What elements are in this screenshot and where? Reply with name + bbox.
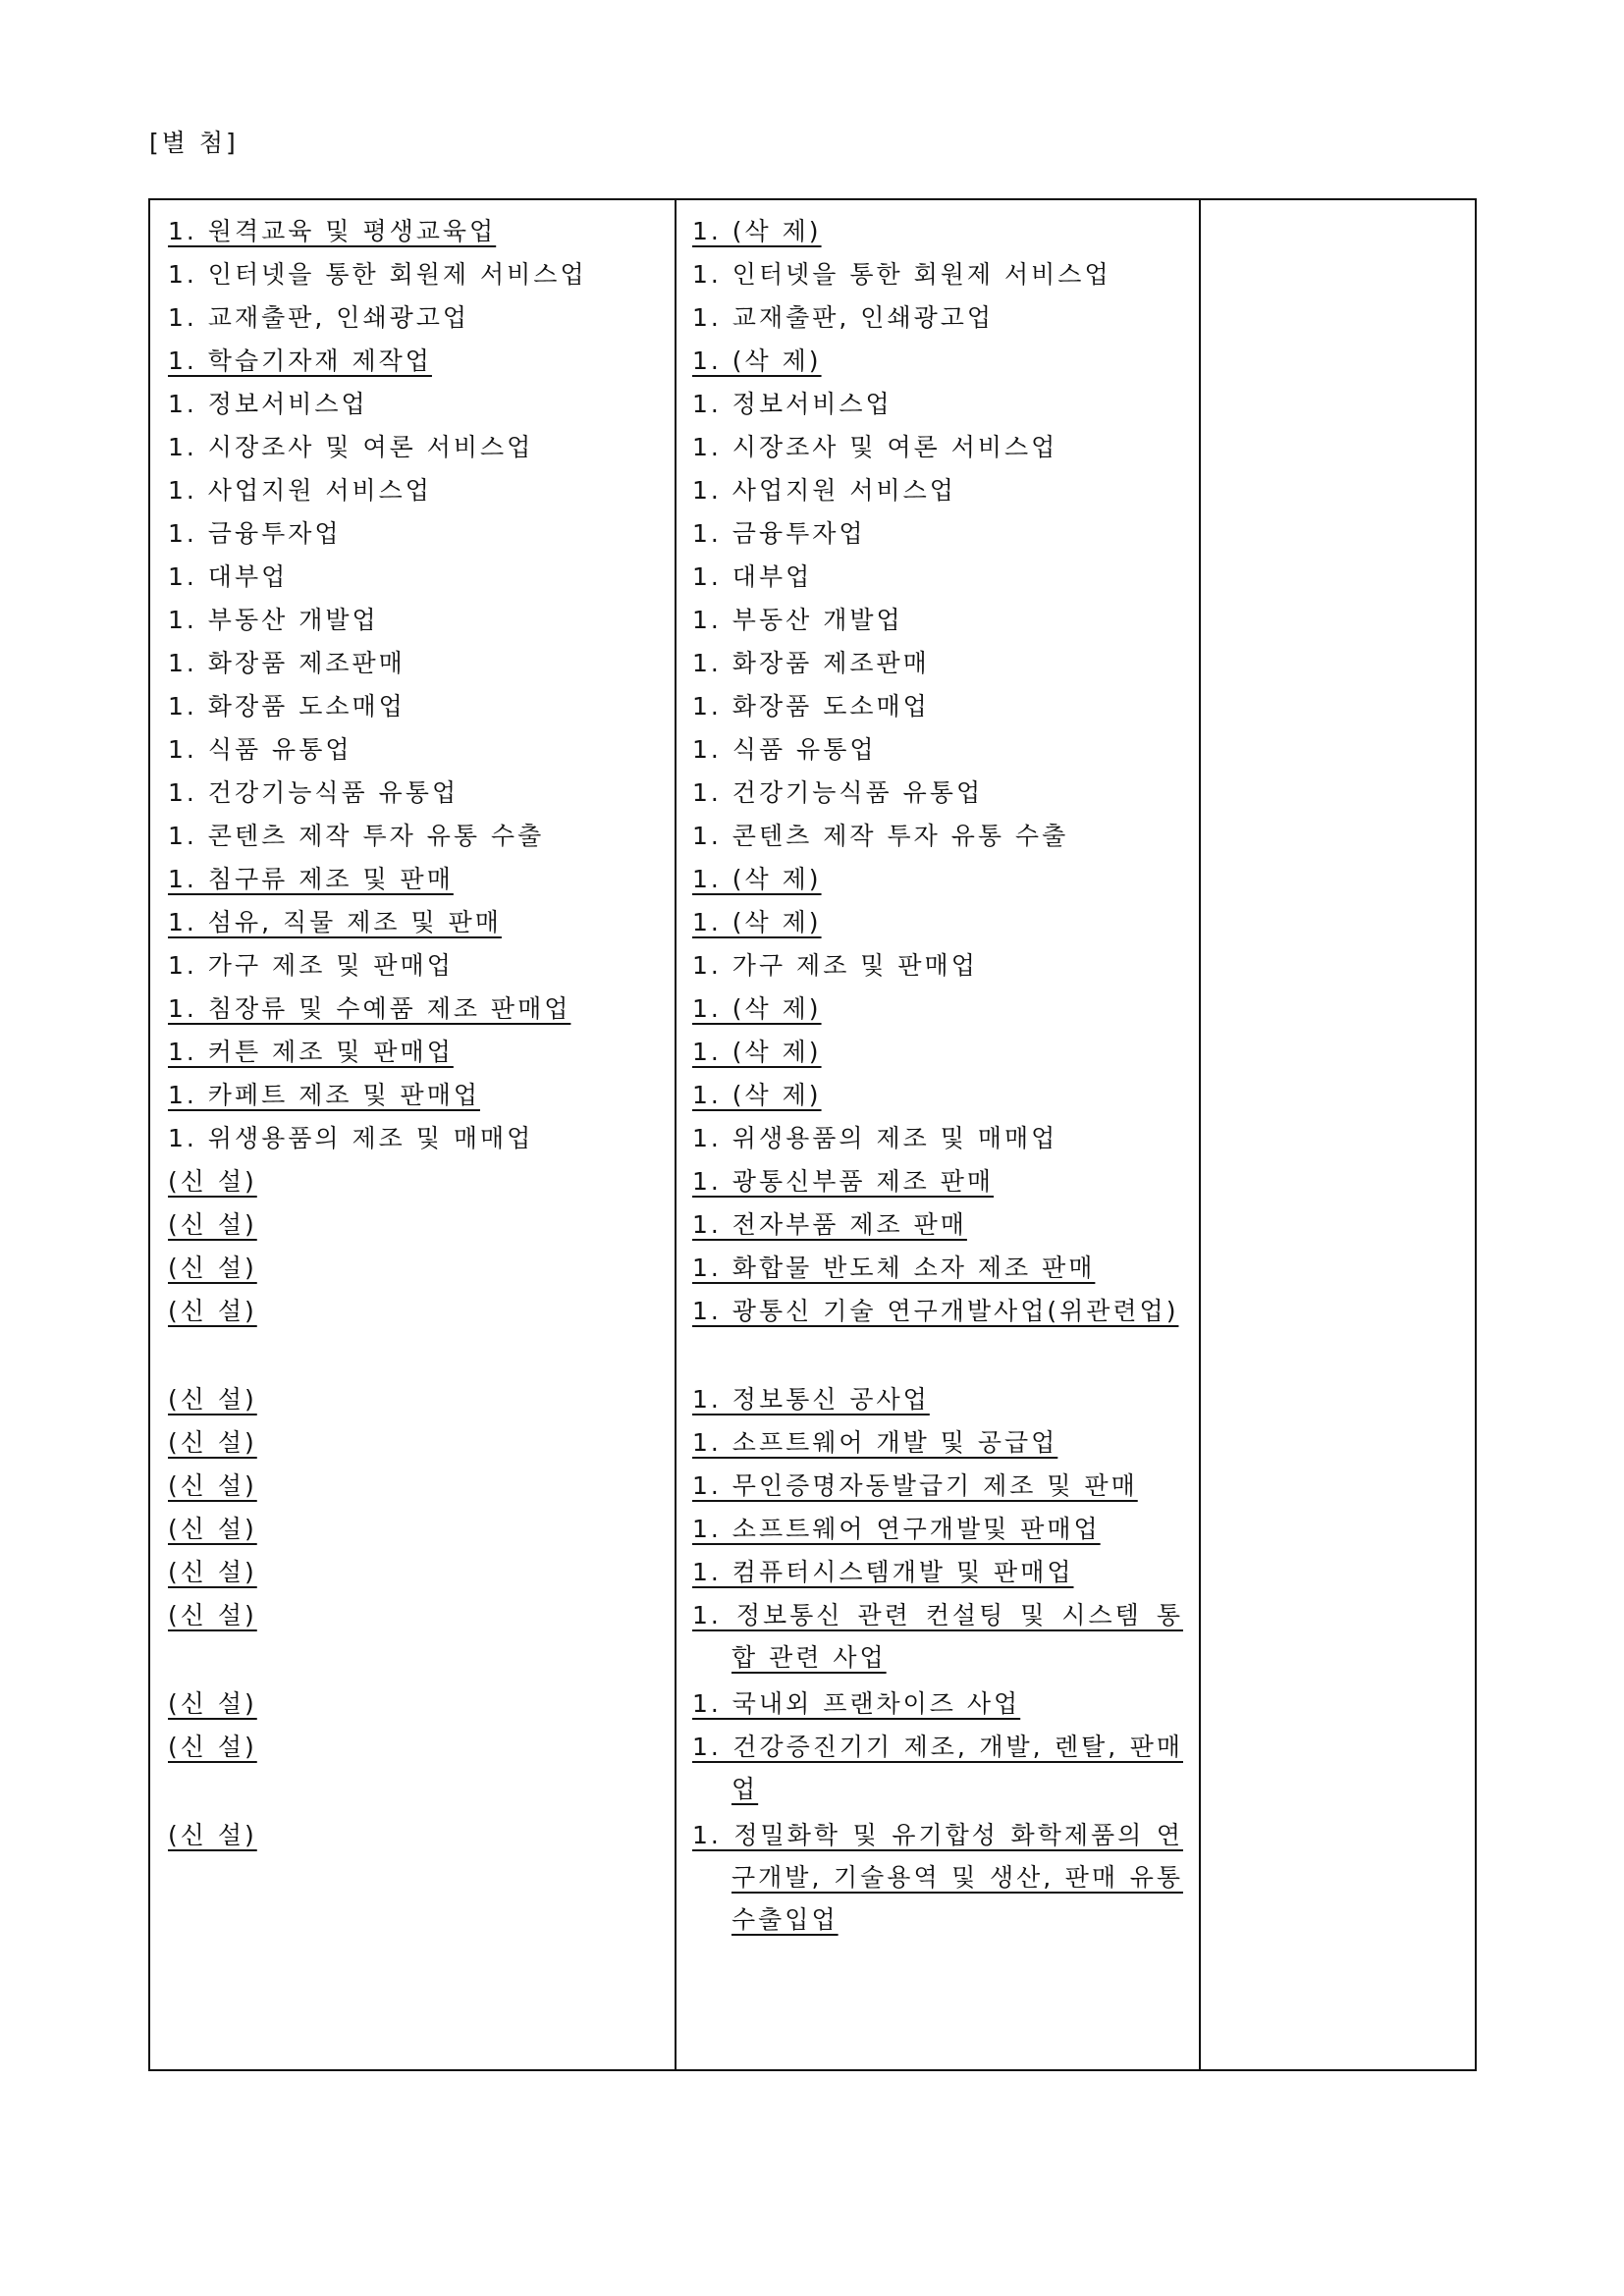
attachment-label: [별 첨] <box>149 129 239 157</box>
amendment-table <box>148 198 1477 2071</box>
amended-provisions-column <box>692 210 1183 1944</box>
amended-provision-cell: 1. 화합물 반도체 소자 제조 판매 <box>692 1254 1096 1282</box>
current-provision-cell: 1. 가구 제조 및 판매업 <box>168 951 454 980</box>
amended-provision-cell: 1. 광통신부품 제조 판매 <box>692 1167 995 1196</box>
amended-provision-cell: 1. 화장품 도소매업 <box>692 692 930 721</box>
current-provision-cell: 1. 콘텐츠 제작 투자 유통 수출 <box>168 822 545 850</box>
current-provision-cell: 1. 건강기능식품 유통업 <box>168 778 460 807</box>
current-provision-cell: 1. 사업지원 서비스업 <box>168 476 432 505</box>
amended-provision-cell: 1. 부동산 개발업 <box>692 606 903 634</box>
current-provision-cell: 1. 정보서비스업 <box>168 390 368 418</box>
current-provision-cell: (신 설) <box>168 1821 257 1849</box>
current-provision-cell: (신 설) <box>168 1558 257 1586</box>
amended-provision-cell: 1. 건강기능식품 유통업 <box>692 778 984 807</box>
amended-provision-cell: 1. 정보통신 관련 컨설팅 및 시스템 통합 관련 사업 <box>692 1601 1183 1672</box>
current-provision-cell: (신 설) <box>168 1689 257 1718</box>
amended-provision-cell: 1. 위생용품의 제조 및 매매업 <box>692 1124 1058 1152</box>
amended-provision-cell: 1. 화장품 제조판매 <box>692 649 930 677</box>
current-provision-cell: 1. 식품 유통업 <box>168 735 352 764</box>
amended-provision-cell: 1. 무인증명자동발급기 제조 및 판매 <box>692 1471 1138 1500</box>
amended-provision-cell: 1. 국내외 프랜차이즈 사업 <box>692 1689 1021 1718</box>
current-provision-cell: 1. 커튼 제조 및 판매업 <box>168 1038 454 1066</box>
amended-provision-cell: 1. 콘텐츠 제작 투자 유통 수출 <box>692 822 1069 850</box>
amended-provision-cell: 1. 전자부품 제조 판매 <box>692 1210 967 1239</box>
amended-provision-cell: 1. 사업지원 서비스업 <box>692 476 956 505</box>
amended-provision-cell: 1. 식품 유통업 <box>692 735 877 764</box>
column-divider-2 <box>1199 200 1201 2069</box>
amended-provision-cell: 1. 소프트웨어 연구개발및 판매업 <box>692 1515 1101 1543</box>
amended-provision-cell: 1. 가구 제조 및 판매업 <box>692 951 978 980</box>
current-provision-cell: 1. 대부업 <box>168 562 289 591</box>
current-provision-cell: 1. 침구류 제조 및 판매 <box>168 865 454 893</box>
current-provision-cell: (신 설) <box>168 1471 257 1500</box>
amended-provision-cell: 1. 정밀화학 및 유기합성 화학제품의 연구개발, 기술용역 및 생산, 판매 유통 수출입업 <box>692 1821 1183 1934</box>
current-provision-cell: (신 설) <box>168 1297 257 1325</box>
current-provisions-column <box>168 210 659 1944</box>
amended-provision-cell: 1. 정보서비스업 <box>692 390 893 418</box>
current-provision-cell: (신 설) <box>168 1515 257 1543</box>
current-provision-cell: (신 설) <box>168 1210 257 1239</box>
amended-provision-cell: 1. 컴퓨터시스템개발 및 판매업 <box>692 1558 1074 1586</box>
current-provision-cell: 1. 인터넷을 통한 회원제 서비스업 <box>168 260 587 289</box>
amended-provision-cell: 1. 금융투자업 <box>692 519 866 548</box>
current-provision-cell: 1. 원격교육 및 평생교육업 <box>168 217 497 245</box>
current-provision-cell: (신 설) <box>168 1385 257 1414</box>
column-divider-1 <box>675 200 677 2069</box>
current-provision-cell: (신 설) <box>168 1601 257 1629</box>
amended-provision-cell: 1. (삭 제) <box>692 865 822 893</box>
current-provision-cell: (신 설) <box>168 1428 257 1457</box>
amended-provision-cell: 1. 교재출판, 인쇄광고업 <box>692 303 995 332</box>
current-provision-cell: 1. 카페트 제조 및 판매업 <box>168 1081 480 1109</box>
current-provision-cell: 1. 시장조사 및 여론 서비스업 <box>168 433 534 461</box>
amended-provision-cell: 1. 건강증진기기 제조, 개발, 렌탈, 판매업 <box>692 1733 1183 1803</box>
amended-provision-cell: 1. (삭 제) <box>692 217 822 245</box>
amended-provision-cell: 1. 광통신 기술 연구개발사업(위관련업) <box>692 1297 1179 1325</box>
current-provision-cell: (신 설) <box>168 1733 257 1761</box>
current-provision-cell: 1. 섬유, 직물 제조 및 판매 <box>168 908 502 936</box>
current-provision-cell: 1. 금융투자업 <box>168 519 342 548</box>
amended-provision-cell: 1. 인터넷을 통한 회원제 서비스업 <box>692 260 1111 289</box>
amended-provision-cell: 1. (삭 제) <box>692 347 822 375</box>
current-provision-cell: 1. 위생용품의 제조 및 매매업 <box>168 1124 534 1152</box>
amended-provision-cell: 1. (삭 제) <box>692 908 822 936</box>
current-provision-cell: 1. 화장품 도소매업 <box>168 692 406 721</box>
amended-provision-cell: 1. 소프트웨어 개발 및 공급업 <box>692 1428 1058 1457</box>
amended-provision-cell: 1. (삭 제) <box>692 994 822 1023</box>
current-provision-cell: 1. 학습기자재 제작업 <box>168 347 432 375</box>
current-provision-cell: 1. 화장품 제조판매 <box>168 649 406 677</box>
amended-provision-cell: 1. 정보통신 공사업 <box>692 1385 930 1414</box>
amended-provision-cell: 1. 대부업 <box>692 562 813 591</box>
current-provision-cell: 1. 부동산 개발업 <box>168 606 379 634</box>
current-provision-cell: 1. 침장류 및 수예품 제조 판매업 <box>168 994 571 1023</box>
current-provision-cell: 1. 교재출판, 인쇄광고업 <box>168 303 470 332</box>
amended-provision-cell: 1. (삭 제) <box>692 1081 822 1109</box>
current-provision-cell: (신 설) <box>168 1254 257 1282</box>
current-provision-cell: (신 설) <box>168 1167 257 1196</box>
amended-provision-cell: 1. (삭 제) <box>692 1038 822 1066</box>
amended-provision-cell: 1. 시장조사 및 여론 서비스업 <box>692 433 1058 461</box>
